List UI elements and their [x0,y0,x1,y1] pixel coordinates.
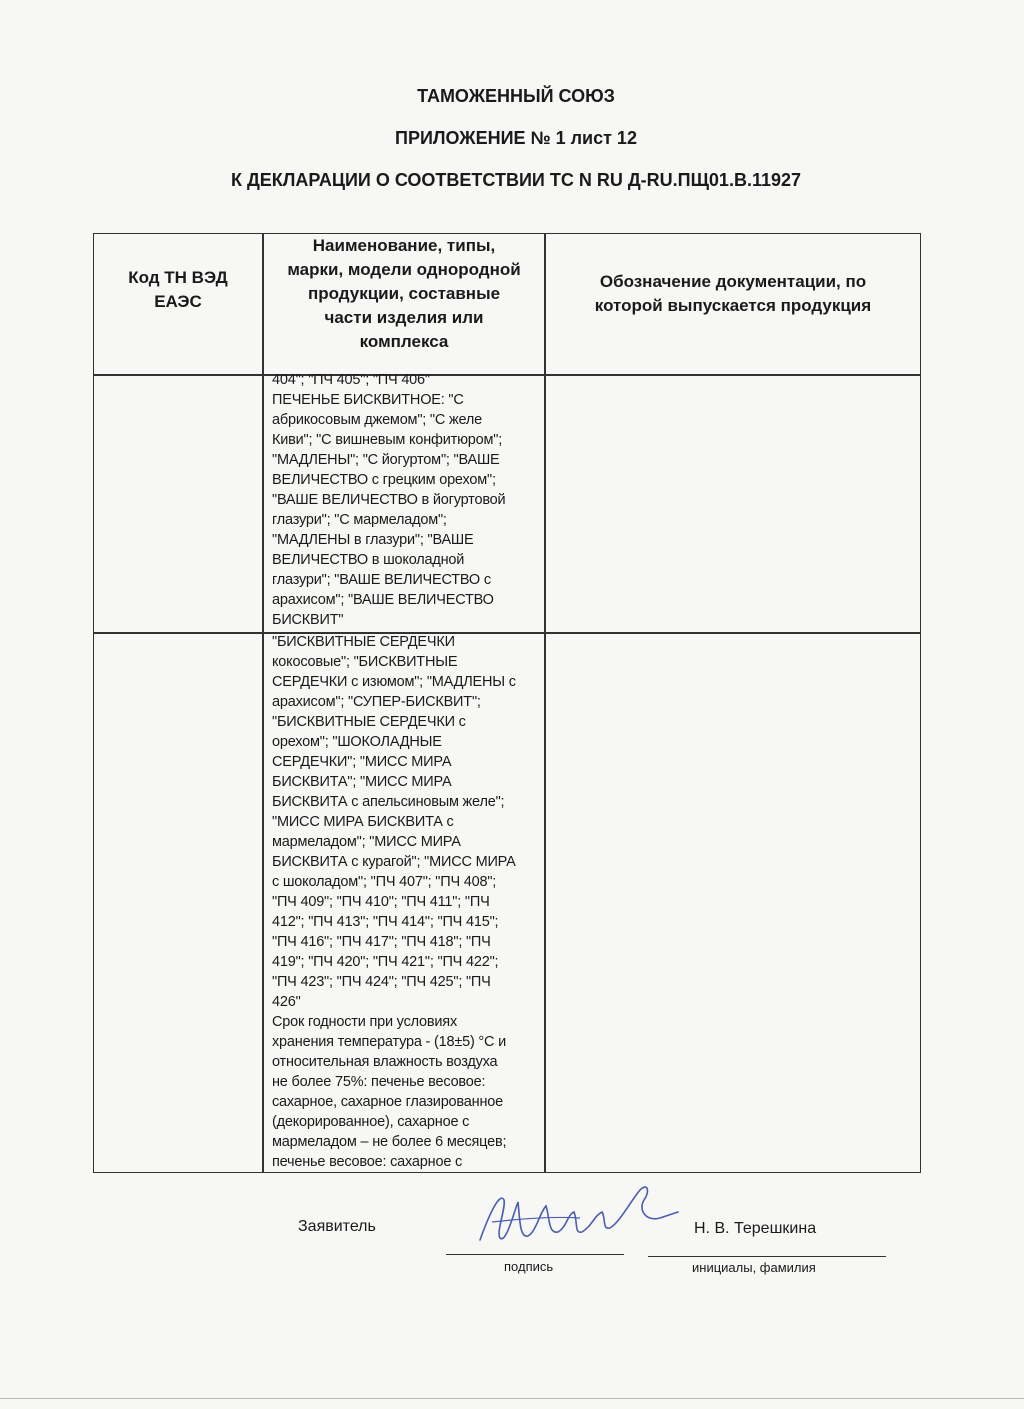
name-caption: инициалы, фамилия [692,1260,816,1275]
applicant-name: Н. В. Терешкина [694,1220,817,1237]
column-header-product: Наименование, типы, марки, модели однородной продукции, составные части изделия или комплекса [287,236,521,351]
header-appendix: ПРИЛОЖЕНИЕ № 1 лист 12 [395,128,637,148]
column-header-documentation: Обозначение документации, по которой выпускается продукция [594,272,872,315]
handwritten-signature [470,1182,680,1252]
column-header-code: Код ТН ВЭД ЕАЭС [128,268,228,311]
table-row-1-product: 404"; "ПЧ 405"; "ПЧ 406" ПЕЧЕНЬЕ БИСКВИТНОЕ: "С абрикосовым джемом"; "С желе Киви"; "С вишневым конфитюром"; "МАДЛЕНЫ"; "С йогуртом"; "ВАШЕ ВЕЛИЧЕСТВО с грецким орехом"; "ВАШЕ ВЕЛИЧЕСТВО в йогуртовой глазури"; "С мармеладом"; "МАДЛЕНЫ в глазури"; "ВАШЕ ВЕЛИЧЕСТВО в шоколадной глазури"; "ВАШЕ ВЕЛИЧЕСТВО с арахисом"; "ВАШЕ ВЕЛИЧЕСТВО БИСКВИТ" [272,372,506,628]
header-declaration: К ДЕКЛАРАЦИИ О СООТВЕТСТВИИ ТС N RU Д-RU.ПЩ01.В.11927 [230,170,802,190]
name-line [648,1256,886,1257]
applicant-label: Заявитель [298,1218,376,1235]
declaration-table [93,233,921,1173]
signature-caption: подпись [504,1259,554,1274]
table-row-2-product: "БИСКВИТНЫЕ СЕРДЕЧКИ кокосовые"; "БИСКВИТНЫЕ СЕРДЕЧКИ с изюмом"; "МАДЛЕНЫ с арахисом"; "СУПЕР-БИСКВИТ"; "БИСКВИТНЫЕ СЕРДЕЧКИ с орехом"; "ШОКОЛАДНЫЕ СЕРДЕЧКИ"; "МИСС МИРА БИСКВИТА"; "МИСС МИРА БИСКВИТА с апельсиновым желе"; "МИСС МИРА БИСКВИТА с мармеладом"; "МИСС МИРА БИСКВИТА с курагой"; "МИСС МИРА с шоколадом"; "ПЧ 407"; "ПЧ 408"; "ПЧ 409"; "ПЧ 410"; "ПЧ 411"; "ПЧ 412"; "ПЧ 413"; "ПЧ 414"; "ПЧ 415"; "ПЧ 416"; "ПЧ 417"; "ПЧ 418"; "ПЧ 419"; "ПЧ 420"; "ПЧ 421"; "ПЧ 422"; "ПЧ 423"; "ПЧ 424"; "ПЧ 425"; "ПЧ 426" Срок годности при условиях хранения температура - (18±5) °С и относительная влажность воздуха не более 75%: печенье весовое: сахарное, сахарное глазированное (декорированное), сахарное с мармеладом – не более 6 месяцев; печенье весовое: сахарное с [272,634,516,1170]
header-union: ТАМОЖЕННЫЙ СОЮЗ [417,86,615,106]
signature-line [446,1254,624,1255]
page-bottom-rule [0,1398,1024,1399]
